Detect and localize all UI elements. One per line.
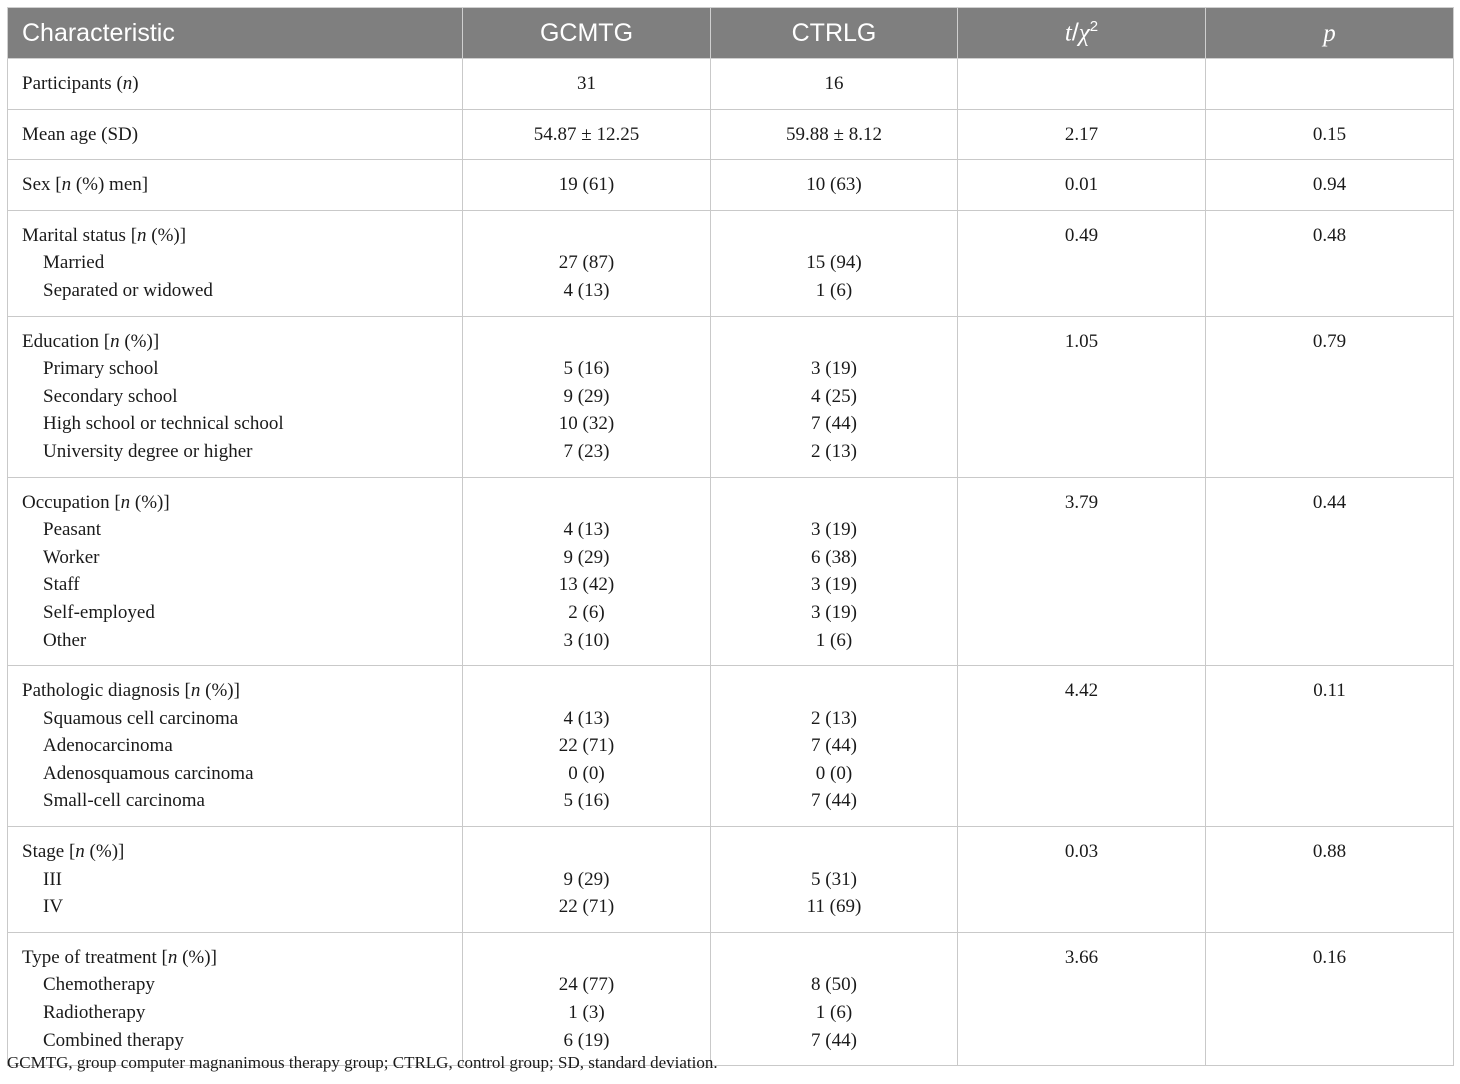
table-footnote: GCMTG, group computer magnanimous therapy group; CTRLG, control group; SD, standard deviation. [7, 1053, 718, 1072]
subcategory-label: High school or technical school [43, 413, 284, 435]
label-text: Marital status [ [22, 224, 138, 246]
gcmtg-value: 22 (71) [558, 735, 615, 757]
ctrlg-value: 7 (44) [811, 1029, 857, 1051]
label-text: Occupation [ [22, 491, 121, 513]
statistic-cell [958, 827, 1206, 933]
gcmtg-value: 2 (6) [568, 601, 605, 623]
label-suffix: (%) men] [71, 174, 149, 196]
p-value-cell [1206, 477, 1454, 666]
spacer [725, 328, 943, 356]
gcmtg-cell [463, 59, 711, 110]
characteristic-cell [8, 316, 463, 477]
gcmtg-value: 54.87 ± 12.25 [533, 123, 640, 145]
label-italic: n [61, 174, 72, 196]
subcategory-label: Squamous cell carcinoma [43, 707, 239, 729]
ctrlg-cell [711, 109, 958, 160]
characteristic-label [22, 328, 448, 356]
characteristic-label [22, 222, 448, 250]
characteristic-cell [8, 666, 463, 827]
gcmtg-cell [463, 109, 711, 160]
characteristics-table [7, 7, 1454, 1066]
ctrlg-value: 11 (69) [806, 896, 862, 918]
spacer [477, 838, 696, 866]
ctrlg-cell [711, 316, 958, 477]
statistic-value: 0.49 [1064, 224, 1099, 246]
spacer [477, 222, 696, 250]
subcategory-label: Separated or widowed [43, 279, 213, 301]
gcmtg-value: 13 (42) [558, 574, 615, 596]
spacer [725, 677, 943, 705]
label-suffix: (%)] [177, 946, 217, 968]
subcategory-label: Combined therapy [43, 1029, 184, 1051]
statistic-value: 4.42 [1064, 680, 1099, 702]
p-value: 0.44 [1312, 491, 1347, 513]
header-ctrlg: CTRLG [711, 8, 958, 59]
gcmtg-value: 5 (16) [563, 358, 610, 380]
ctrlg-value: 7 (44) [811, 735, 857, 757]
spacer [477, 489, 696, 517]
statistic-cell [958, 666, 1206, 827]
p-value-cell [1206, 932, 1454, 1065]
p-value-cell [1206, 316, 1454, 477]
gcmtg-value: 9 (29) [563, 546, 610, 568]
gcmtg-value: 0 (0) [568, 762, 605, 784]
subcategory-label: Adenosquamous carcinoma [43, 762, 254, 784]
label-text: Pathologic diagnosis [ [22, 680, 191, 702]
ctrlg-cell [711, 477, 958, 666]
label-suffix: (%)] [84, 841, 125, 863]
gcmtg-value: 4 (13) [563, 279, 610, 301]
characteristic-cell [8, 109, 463, 160]
p-value [1220, 70, 1439, 98]
subcategory-label: Self-employed [43, 601, 155, 623]
subcategory-label: Primary school [43, 358, 159, 380]
subcategory-label: Chemotherapy [43, 974, 155, 996]
label-italic: n [75, 841, 85, 863]
header-gcmtg: GCMTG [463, 8, 711, 59]
label-italic: n [110, 330, 120, 352]
ctrlg-value: 2 (13) [811, 707, 857, 729]
ctrlg-value: 7 (44) [811, 413, 857, 435]
label-italic: n [167, 946, 178, 968]
label-italic: n [190, 680, 201, 702]
gcmtg-value: 27 (87) [558, 252, 615, 274]
label-text: Type of treatment [ [22, 946, 168, 968]
gcmtg-cell [463, 827, 711, 933]
characteristic-label [22, 489, 448, 517]
table-row [8, 109, 1454, 160]
p-value: 0.15 [1312, 123, 1347, 145]
statistic-value: 2.17 [1064, 123, 1099, 145]
subcategory-label: Staff [43, 574, 80, 596]
statistic-value: 3.79 [1064, 491, 1099, 513]
label-text: Mean age (SD) [22, 123, 139, 145]
spacer [725, 838, 943, 866]
characteristic-label [22, 70, 448, 98]
gcmtg-cell [463, 210, 711, 316]
gcmtg-value: 4 (13) [563, 707, 610, 729]
ctrlg-cell [711, 666, 958, 827]
ctrlg-value: 1 (6) [815, 279, 853, 301]
gcmtg-value: 19 (61) [558, 174, 615, 196]
ctrlg-value: 10 (63) [806, 174, 862, 196]
characteristic-label [22, 944, 448, 972]
subcategory-label: Worker [43, 546, 100, 568]
subcategory-label: Radiotherapy [43, 1002, 146, 1024]
gcmtg-value: 4 (13) [563, 519, 610, 541]
p-value: 0.94 [1312, 174, 1347, 196]
p-value-cell [1206, 827, 1454, 933]
gcmtg-cell [463, 316, 711, 477]
statistic-value: 3.66 [1064, 946, 1099, 968]
subcategory-label: Peasant [43, 519, 102, 541]
table-row [8, 59, 1454, 110]
statistic-cell [958, 477, 1206, 666]
p-value-cell [1206, 160, 1454, 211]
characteristic-cell [8, 160, 463, 211]
statistic-cell [958, 160, 1206, 211]
characteristic-cell [8, 477, 463, 666]
subcategory-label: Adenocarcinoma [43, 735, 173, 757]
p-value: 0.88 [1312, 841, 1347, 863]
gcmtg-value: 22 (71) [558, 896, 615, 918]
ctrlg-cell [711, 932, 958, 1065]
statistic-value [972, 70, 1191, 98]
gcmtg-value: 5 (16) [563, 790, 610, 812]
statistic-cell [958, 210, 1206, 316]
ctrlg-value: 59.88 ± 8.12 [786, 123, 882, 145]
p-value-cell [1206, 59, 1454, 110]
ctrlg-value: 16 [824, 73, 844, 94]
spacer [477, 328, 696, 356]
statistic-cell [958, 932, 1206, 1065]
header-stat-slash: / [1071, 18, 1079, 47]
gcmtg-value: 7 (23) [563, 440, 610, 462]
subcategory-label: Small-cell carcinoma [43, 790, 205, 812]
label-italic: n [122, 73, 133, 94]
table-row [8, 210, 1454, 316]
table-row [8, 477, 1454, 666]
subcategory-label: III [43, 868, 62, 890]
ctrlg-value: 0 (0) [815, 762, 853, 784]
label-suffix: (%)] [130, 491, 170, 513]
header-p-value [1206, 8, 1454, 59]
table-row [8, 932, 1454, 1065]
characteristic-cell [8, 210, 463, 316]
label-suffix: (%)] [119, 330, 160, 352]
label-suffix: (%)] [200, 680, 240, 702]
characteristic-cell [8, 932, 463, 1065]
p-value: 0.11 [1313, 680, 1346, 702]
label-italic: n [120, 491, 131, 513]
ctrlg-cell [711, 160, 958, 211]
ctrlg-cell [711, 59, 958, 110]
statistic-cell [958, 316, 1206, 477]
ctrlg-value: 3 (19) [811, 601, 857, 623]
table-row [8, 316, 1454, 477]
label-text: Participants ( [22, 73, 123, 94]
gcmtg-value: 31 [577, 73, 596, 94]
label-suffix: ) [132, 73, 139, 94]
characteristic-label [22, 171, 448, 199]
table-row [8, 827, 1454, 933]
ctrlg-value: 3 (19) [811, 519, 857, 541]
characteristic-label [22, 677, 448, 705]
ctrlg-value: 2 (13) [811, 440, 857, 462]
ctrlg-value: 7 (44) [811, 790, 857, 812]
label-italic: n [137, 224, 147, 246]
spacer [477, 944, 696, 972]
ctrlg-value: 8 (50) [811, 974, 857, 996]
gcmtg-value: 24 (77) [558, 974, 615, 996]
subcategory-label: Secondary school [43, 385, 178, 407]
subcategory-label: University degree or higher [43, 440, 253, 462]
ctrlg-cell [711, 827, 958, 933]
ctrlg-value: 1 (6) [815, 1002, 853, 1024]
header-stat-t: t [1064, 19, 1072, 47]
spacer [725, 489, 943, 517]
p-value-cell [1206, 210, 1454, 316]
gcmtg-cell [463, 932, 711, 1065]
gcmtg-value: 9 (29) [563, 385, 610, 407]
header-test-statistic [958, 8, 1206, 59]
spacer [725, 944, 943, 972]
statistic-value: 1.05 [1064, 330, 1099, 352]
subcategory-label: IV [43, 896, 64, 918]
characteristic-label [22, 121, 448, 149]
statistic-cell [958, 59, 1206, 110]
gcmtg-cell [463, 666, 711, 827]
header-stat-sup: 2 [1089, 18, 1099, 36]
header-p-text: p [1323, 19, 1336, 47]
p-value-cell [1206, 109, 1454, 160]
subcategory-label: Other [43, 629, 87, 651]
gcmtg-value: 10 (32) [558, 413, 615, 435]
subcategory-label: Married [43, 252, 105, 274]
ctrlg-value: 15 (94) [806, 252, 862, 274]
statistic-value: 0.01 [1064, 174, 1099, 196]
header-characteristic: Characteristic [8, 8, 463, 59]
p-value-cell [1206, 666, 1454, 827]
label-text: Stage [ [22, 841, 76, 863]
p-value: 0.16 [1312, 946, 1347, 968]
spacer [477, 677, 696, 705]
ctrlg-value: 6 (38) [811, 546, 857, 568]
p-value: 0.79 [1312, 330, 1347, 352]
gcmtg-value: 9 (29) [563, 868, 610, 890]
spacer [725, 222, 943, 250]
characteristic-cell [8, 59, 463, 110]
gcmtg-value: 3 (10) [563, 629, 610, 651]
statistic-cell [958, 109, 1206, 160]
characteristic-label [22, 838, 448, 866]
ctrlg-value: 4 (25) [811, 385, 857, 407]
table-body [8, 59, 1454, 1066]
ctrlg-value: 5 (31) [811, 868, 857, 890]
gcmtg-value: 6 (19) [563, 1029, 610, 1051]
label-text: Education [ [22, 330, 111, 352]
ctrlg-value: 3 (19) [811, 358, 857, 380]
table-row [8, 666, 1454, 827]
header-stat-chi: χ [1078, 19, 1090, 47]
gcmtg-cell [463, 160, 711, 211]
table-row [8, 160, 1454, 211]
ctrlg-value: 1 (6) [815, 629, 853, 651]
p-value: 0.48 [1312, 224, 1347, 246]
table-header-row [8, 8, 1454, 59]
gcmtg-cell [463, 477, 711, 666]
statistic-value: 0.03 [1064, 841, 1099, 863]
label-suffix: (%)] [146, 224, 187, 246]
ctrlg-value: 3 (19) [811, 574, 857, 596]
ctrlg-cell [711, 210, 958, 316]
label-text: Sex [ [22, 174, 62, 196]
gcmtg-value: 1 (3) [568, 1002, 605, 1024]
characteristic-cell [8, 827, 463, 933]
